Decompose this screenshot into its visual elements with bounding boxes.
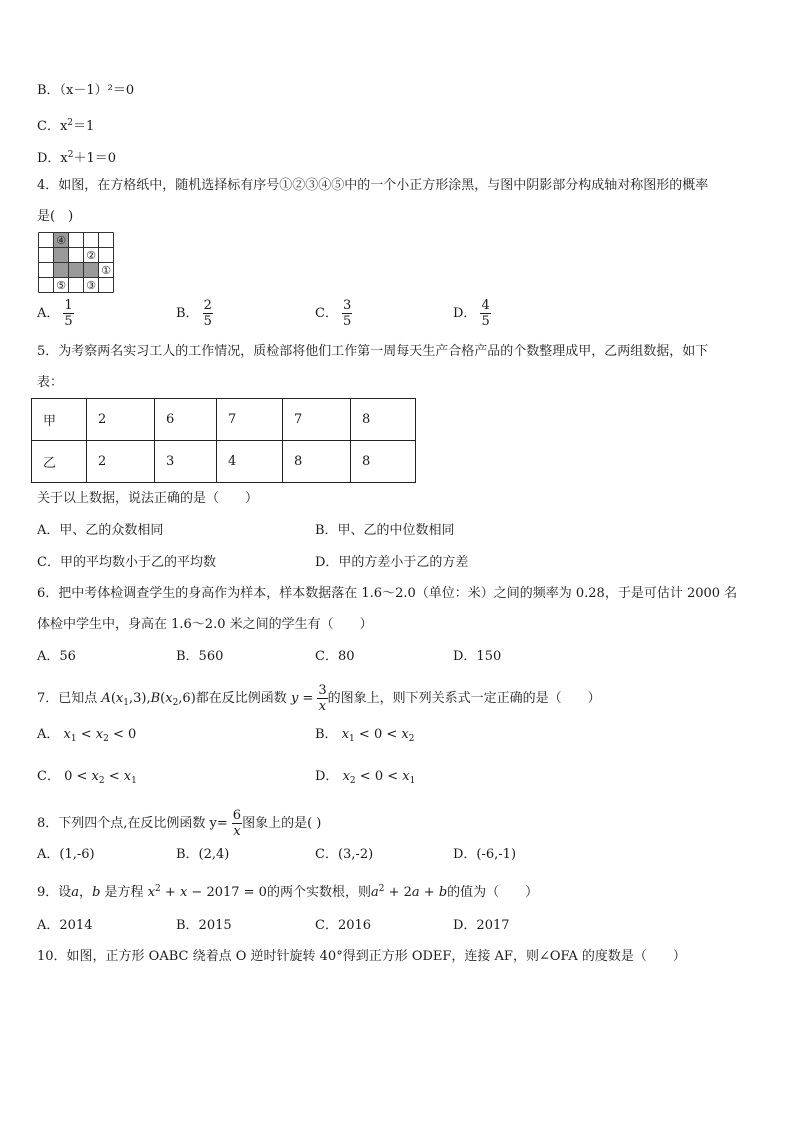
table-row [32, 399, 416, 441]
table-cell: 甲 [32, 399, 87, 441]
q7-point-a: A [101, 691, 111, 706]
q5-data-table [31, 398, 416, 483]
q3-option-b: B．（x－1）²＝0 [37, 83, 135, 98]
q6-option-a: A．56 [37, 649, 76, 664]
q5-option-c: C．甲的平均数小于乙的平均数 [37, 555, 216, 570]
q6-stem-line1: 6．把中考体检调查学生的身高作为样本，样本数据落在 1.6～2.0（单位：米）之间的频率为 0.28，于是可估计 2000 名 [37, 586, 738, 601]
q4-option-d: D． $\frac{4}{5}$ [453, 298, 490, 329]
q5-stem-line2: 表： [37, 375, 64, 390]
q8-option-b: B．(2,4) [176, 847, 230, 862]
q4-option-b: B． $\frac{2}{5}$ [176, 298, 212, 329]
q7-option-d: D． $x_2 < 0 < x_1$ [315, 769, 416, 786]
q6-stem-line2: 体检中学生中，身高在 1.6～2.0 米之间的学生有（ ） [37, 617, 373, 632]
q4-stem-line1: 4．如图，在方格纸中，随机选择标有序号①②③④⑤中的一个小正方形涂黑，与图中阴影部分构成轴对称图形的概率 [37, 178, 709, 193]
q7-option-b: B． $x_1 < 0 < x_2$ [315, 727, 415, 744]
q8-option-a: A．(1,-6) [37, 847, 95, 862]
grid-lines [39, 233, 114, 293]
q4-stem-line2: 是( ) [37, 209, 74, 224]
q8-option-c: C．(3,-2) [315, 847, 374, 862]
q9-option-d: D．2017 [453, 918, 510, 933]
q4-grid-figure [38, 232, 114, 294]
q6-option-b: B．560 [176, 649, 224, 664]
table-cell: 2 [87, 441, 155, 483]
table-cell: 7 [217, 399, 283, 441]
q7-stem: 7．已知点 $A(x_1,3),B(x_2,6)$都在反比例函数 y = $\frac{3}{x}$ 的图象上，则下列关系式一定正确的是（ ） [37, 683, 601, 714]
q9-option-a: A．2014 [37, 918, 93, 933]
q3-option-d: D．$x^2+1=0$ [37, 150, 117, 166]
q9-option-c: C．2016 [315, 918, 372, 933]
table-row [32, 441, 416, 483]
table-cell: 4 [217, 441, 283, 483]
q5-question: 关于以上数据，说法正确的是（ ） [37, 491, 259, 506]
q3-option-c: C．$x^2=1$ [37, 118, 95, 134]
table-cell: 8 [351, 399, 416, 441]
table-cell: 2 [87, 399, 155, 441]
table-cell: 8 [351, 441, 416, 483]
grid-label-2: ② [86, 249, 96, 262]
grid-label-3: ③ [86, 279, 96, 292]
q4-option-c: C． $\frac{3}{5}$ [315, 298, 352, 329]
shaded-cell [53, 247, 68, 262]
q5-option-d: D．甲的方差小于乙的方差 [315, 555, 469, 570]
table-cell: 8 [283, 441, 351, 483]
grid-label-5: ⑤ [56, 279, 66, 292]
q4-option-a: A． $\frac{1}{5}$ [37, 298, 73, 329]
table-cell: 3 [155, 441, 217, 483]
q7-option-a: A． $x_1 < x_2 < 0$ [37, 727, 137, 744]
table-cell: 乙 [32, 441, 87, 483]
grid-label-4: ④ [56, 234, 66, 247]
q5-stem-line1: 5．为考察两名实习工人的工作情况，质检部将他们工作第一周每天生产合格产品的个数整理成甲，乙两组数据，如下 [37, 344, 709, 359]
q9-stem: 9．设a，b 是方程 $x^2 + x - 2017 = 0$的两个实数根，则$a^2 + 2a + b$的值为（ ） [37, 884, 539, 900]
shaded-cell [83, 262, 98, 277]
table-cell: 7 [283, 399, 351, 441]
q5-option-b: B．甲、乙的中位数相同 [315, 523, 455, 538]
q5-option-a: A．甲、乙的众数相同 [37, 523, 164, 538]
q8-stem: 8．下列四个点,在反比例函数 y= $\frac{6}{x}$ 图象上的是( ) [37, 808, 322, 839]
q6-option-d: D．150 [453, 649, 502, 664]
table-cell: 6 [155, 399, 217, 441]
q9-option-b: B．2015 [176, 918, 232, 933]
shaded-cell [53, 262, 68, 277]
q6-option-c: C．80 [315, 649, 355, 664]
q10-stem: 10．如图，正方形 OABC 绕着点 O 逆时针旋转 40°得到正方形 ODEF，连接 AF，则∠OFA 的度数是（ ） [37, 949, 686, 964]
shaded-cell [68, 262, 83, 277]
q7-option-c: C． $0 < x_2 < x_1$ [37, 769, 137, 786]
q8-option-d: D．(-6,-1) [453, 847, 517, 862]
grid-label-1: ① [101, 264, 111, 277]
